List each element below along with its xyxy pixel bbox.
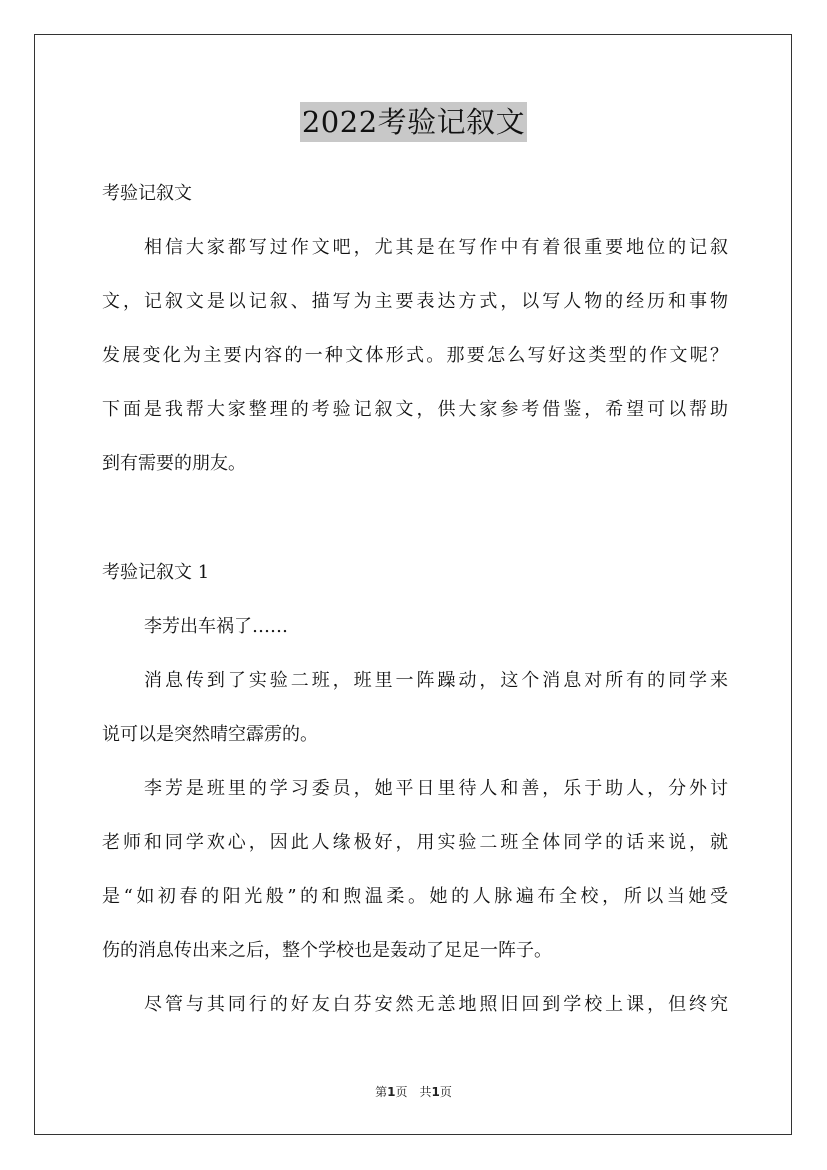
intro-line: 发展变化为主要内容的一种文体形式。那要怎么写好这类型的作文呢？ xyxy=(102,345,728,366)
body-line: 李芳出车祸了…… xyxy=(144,616,288,637)
footer-page-number: 1 xyxy=(387,1085,396,1099)
body-line: 伤的消息传出来之后，整个学校也是轰动了足足一阵子。 xyxy=(102,940,552,961)
intro-line: 相信大家都写过作文吧，尤其是在写作中有着很重要地位的记叙 xyxy=(144,237,728,258)
footer-page-total: 1 xyxy=(431,1085,440,1099)
footer-mid: 页 共 xyxy=(395,1085,432,1099)
body-line: 尽管与其同行的好友白芬安然无恙地照旧回到学校上课，但终究 xyxy=(144,994,728,1015)
document-title: 2022考验记叙文 xyxy=(300,102,527,142)
page-footer xyxy=(0,1083,827,1101)
intro-line: 文，记叙文是以记叙、描写为主要表达方式，以写人物的经历和事物 xyxy=(102,291,728,312)
footer-prefix: 第 xyxy=(375,1085,388,1099)
body-line: 说可以是突然晴空霹雳的。 xyxy=(102,724,318,745)
body-line: 是“如初春的阳光般”的和煦温柔。她的人脉遍布全校，所以当她受 xyxy=(102,886,728,907)
section-heading: 考验记叙文 xyxy=(102,183,192,204)
body-line: 老师和同学欢心，因此人缘极好，用实验二班全体同学的话来说，就 xyxy=(102,832,728,853)
essay-heading: 考验记叙文 1 xyxy=(102,562,210,583)
body-line: 消息传到了实验二班，班里一阵躁动，这个消息对所有的同学来 xyxy=(144,670,728,691)
intro-line: 下面是我帮大家整理的考验记叙文，供大家参考借鉴，希望可以帮助 xyxy=(102,399,728,420)
title-wrap xyxy=(0,102,827,142)
body-line: 李芳是班里的学习委员，她平日里待人和善，乐于助人，分外讨 xyxy=(144,778,728,799)
intro-line: 到有需要的朋友。 xyxy=(102,453,246,474)
footer-suffix: 页 xyxy=(439,1085,452,1099)
